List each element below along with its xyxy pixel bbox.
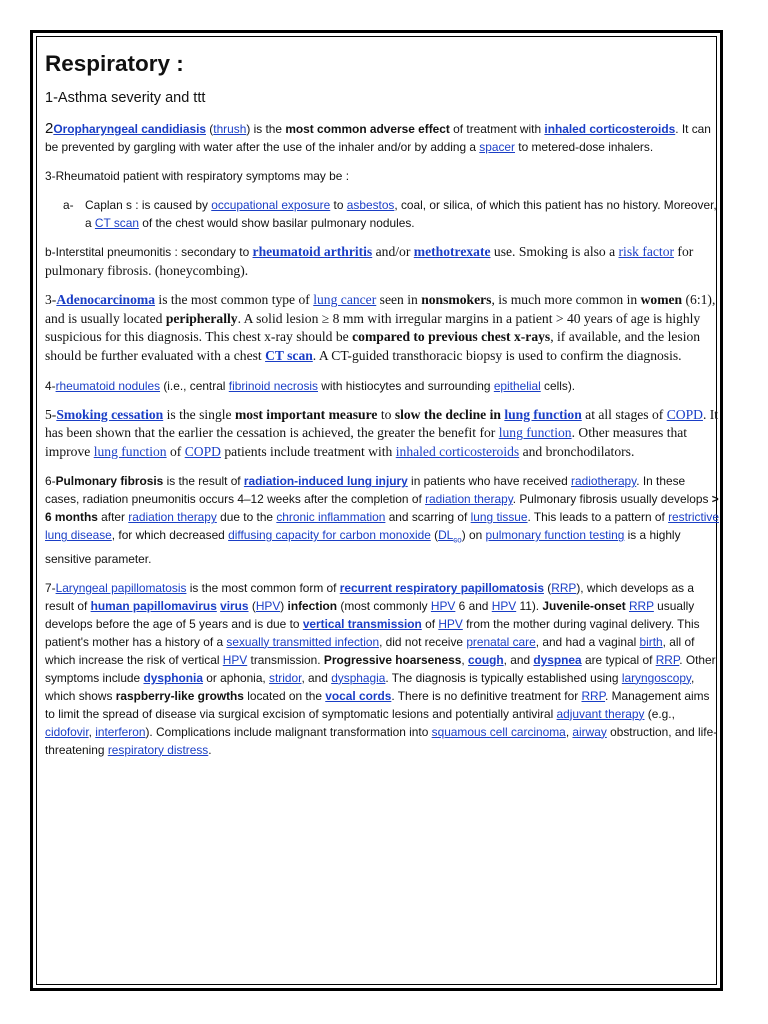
text: (e.g.,: [644, 706, 675, 721]
text: from the mother during vaginal delivery. This patient's mother has a history of a: [45, 616, 700, 649]
link-ct-scan[interactable]: CT scan: [94, 216, 139, 230]
link-adjuvant-therapy[interactable]: adjuvant therapy: [556, 706, 645, 721]
text: (: [206, 122, 214, 136]
link-ct-scan-chest[interactable]: CT scan: [265, 347, 313, 363]
text: after: [97, 510, 129, 525]
text: .: [208, 742, 212, 757]
text: due to the: [216, 510, 277, 525]
text: to: [377, 406, 395, 422]
bold-text: Juvenile-onset: [542, 598, 629, 613]
paragraph-4: [45, 377, 720, 395]
text: at all stages of: [581, 406, 667, 422]
text: DL: [438, 528, 454, 543]
bold-text: infection: [287, 598, 338, 613]
link-rrp[interactable]: RRP: [581, 688, 606, 703]
text: of treatment with: [449, 122, 545, 136]
link-restrictive-lung-disease[interactable]: restrictive lung disease: [45, 510, 719, 543]
link-cidofovir[interactable]: cidofovir: [45, 724, 89, 739]
link-adenocarcinoma[interactable]: Adenocarcinoma: [56, 292, 156, 308]
text: with histiocytes and surrounding: [318, 378, 494, 393]
link-hpv[interactable]: HPV: [255, 598, 281, 613]
text: (: [248, 598, 256, 613]
link-diffusing-capacity[interactable]: diffusing capacity for carbon monoxide: [228, 528, 431, 543]
paragraph-3: 3-Rheumatoid patient with respiratory symptoms may be :: [45, 169, 349, 183]
link-rheumatoid-nodules[interactable]: rheumatoid nodules: [55, 378, 161, 393]
link-spacer[interactable]: spacer: [479, 140, 515, 154]
text: , for which decreased: [111, 528, 229, 543]
text: transmission.: [247, 652, 324, 667]
link-copd[interactable]: COPD: [184, 443, 221, 459]
text: obstruction, and life-threatening: [45, 724, 718, 757]
link-cough[interactable]: cough: [467, 652, 504, 667]
bold-text: raspberry-like growths: [115, 688, 244, 703]
text: of: [166, 443, 185, 459]
text: 11).: [516, 598, 543, 613]
link-stridor[interactable]: stridor: [269, 670, 302, 685]
text: is the result of: [163, 474, 244, 489]
link-chronic-inflammation[interactable]: chronic inflammation: [276, 510, 386, 525]
text: for pulmonary fibrosis. (honeycombing).: [45, 244, 694, 278]
paragraph-6: [45, 472, 720, 567]
link-vocal-cords[interactable]: vocal cords: [325, 688, 392, 703]
link-inhaled-corticosteroids[interactable]: inhaled corticosteroids: [544, 122, 676, 136]
page-title: Respiratory :: [45, 51, 184, 76]
text: . In these cases, radiation pneumonitis occurs 4–12 weeks after the completion of: [45, 474, 686, 507]
text: b-Interstital pneumonitis : secondary to: [45, 245, 253, 259]
paragraph-3b: [45, 243, 720, 280]
text: . A CT-guided transthoracic biopsy is used to confirm the diagnosis.: [312, 347, 682, 363]
link-interferon[interactable]: interferon: [95, 724, 146, 739]
link-laryngeal-papillomatosis[interactable]: Laryngeal papillomatosis: [55, 580, 187, 595]
paragraph-7: [45, 579, 720, 759]
link-risk-factor[interactable]: risk factor: [618, 244, 675, 259]
text: and/or: [372, 244, 414, 259]
text: , all of which increase the risk of vertical: [45, 634, 695, 667]
link-occupational-exposure[interactable]: occupational exposure: [211, 198, 331, 212]
link-radiation-induced-lung-injury[interactable]: radiation-induced lung injury: [243, 474, 408, 489]
text: ), which develops as a result of: [45, 580, 694, 613]
document-body: [45, 50, 720, 770]
link-respiratory-distress[interactable]: respiratory distress: [107, 742, 209, 757]
link-inhaled-corticosteroids[interactable]: inhaled corticosteroids: [395, 443, 520, 459]
bold-text: compared to previous chest x-rays: [352, 329, 551, 345]
text: (6:1), and is usually located: [45, 292, 716, 326]
text: , which shows: [45, 670, 695, 703]
link-lung-function[interactable]: lung function: [498, 425, 572, 441]
item-number: 2: [45, 120, 54, 137]
link-dysphagia[interactable]: dysphagia: [331, 670, 386, 685]
text: ): [280, 598, 288, 613]
text: . It has been shown that the earlier the cessation is achieved, the greater the benefit for: [45, 406, 719, 441]
text: (: [543, 580, 552, 595]
link-lung-function[interactable]: lung function: [93, 443, 167, 459]
text: 6 and: [455, 598, 492, 613]
text: . This leads to a pattern of: [527, 510, 669, 525]
text: . A solid lesion ≥ 8 mm with irregular margins in a patient > 40 years of age is highly suspicious for this diagnosis. This chest x-ray should be: [45, 310, 701, 345]
text: 7-: [45, 580, 56, 595]
text: of: [421, 616, 439, 631]
text: is a highly sensitive parameter.: [45, 528, 681, 566]
text: of the chest would show basilar pulmonary nodules.: [138, 216, 415, 230]
text: usually develops before the age of 5 years and is due to: [45, 598, 695, 631]
text: , is much more common in: [491, 292, 641, 308]
link-thrush[interactable]: thrush: [213, 122, 247, 136]
text: , and: [301, 670, 332, 685]
list-marker: a-: [63, 198, 74, 212]
text: use. Smoking is also a: [490, 244, 619, 259]
text: and scarring of: [385, 510, 471, 525]
text: 4-: [45, 378, 56, 393]
link-copd[interactable]: COPD: [666, 406, 703, 422]
text: (most commonly: [337, 598, 431, 613]
text: or aphonia,: [202, 670, 270, 685]
text: to metered-dose inhalers.: [515, 140, 654, 154]
link-oropharyngeal-candidiasis[interactable]: Oropharyngeal candidiasis: [53, 122, 206, 136]
text: ,: [461, 652, 468, 667]
text: ,: [565, 724, 573, 739]
text: , and had a vaginal: [535, 634, 640, 649]
link-hpv[interactable]: HPV: [222, 652, 248, 667]
text: to: [330, 198, 347, 212]
link-human-papillomavirus[interactable]: human papillomavirus: [90, 598, 217, 613]
text: . Pulmonary fibrosis usually develops: [512, 492, 712, 507]
link-rrp[interactable]: RRP: [655, 652, 680, 667]
text: is the single: [163, 406, 235, 422]
link-hpv[interactable]: HPV: [438, 616, 463, 631]
text: (: [430, 528, 439, 543]
link-radiation-therapy[interactable]: radiation therapy: [128, 510, 217, 525]
text: . The diagnosis is typically established using: [385, 670, 622, 685]
text: is the most common type of: [155, 292, 314, 308]
link-pulmonary-function-testing[interactable]: pulmonary function testing: [485, 528, 625, 543]
text: . There is no definitive treatment for: [391, 688, 582, 703]
link-laryngoscopy[interactable]: laryngoscopy: [621, 670, 691, 685]
link-smoking-cessation[interactable]: Smoking cessation: [56, 406, 164, 422]
subscript: co: [453, 535, 462, 545]
bold-text: Progressive hoarseness: [323, 652, 462, 667]
text: , if available, and the lesion should be further evaluated with a chest: [45, 329, 701, 363]
link-epithelial[interactable]: epithelial: [493, 378, 541, 393]
text: (i.e., central: [160, 378, 229, 393]
paragraph-adenocarcinoma: [45, 291, 720, 365]
paragraph-3a: [45, 196, 720, 232]
link-birth[interactable]: birth: [639, 634, 663, 649]
link-radiotherapy[interactable]: radiotherapy: [571, 474, 637, 489]
text: ,: [88, 724, 96, 739]
link-hpv[interactable]: HPV: [430, 598, 456, 613]
link-asbestos[interactable]: asbestos: [346, 198, 395, 212]
text: ) is the: [246, 122, 286, 136]
link-lung-function[interactable]: lung function: [504, 406, 582, 422]
link-hpv[interactable]: HPV: [491, 598, 517, 613]
link-radiation-therapy[interactable]: radiation therapy: [425, 492, 513, 507]
bold-text: nonsmokers: [421, 292, 492, 308]
link-vertical-transmission[interactable]: vertical transmission: [302, 616, 422, 631]
text: 6-: [45, 474, 56, 489]
link-dysphonia[interactable]: dysphonia: [143, 670, 203, 685]
bold-text: women: [640, 292, 683, 308]
link-fibrinoid-necrosis[interactable]: fibrinoid necrosis: [228, 378, 318, 393]
text: . Other measures that improve: [45, 425, 688, 459]
link-virus[interactable]: virus: [220, 598, 249, 613]
link-dyspnea[interactable]: dyspnea: [533, 652, 582, 667]
text: , and: [503, 652, 534, 667]
link-rrp[interactable]: RRP: [628, 598, 654, 613]
link-dlco[interactable]: [438, 528, 462, 545]
paragraph-2: [45, 120, 720, 156]
text: , coal, or silica, of which this patient has no history. Moreover, a: [85, 198, 717, 230]
text: 3-: [45, 292, 57, 308]
bold-text: Pulmonary fibrosis: [55, 474, 164, 489]
text: and bronchodilators.: [519, 443, 635, 459]
link-squamous-cell-carcinoma[interactable]: squamous cell carcinoma: [431, 724, 566, 739]
text: is the most common form of: [186, 580, 340, 595]
text: in patients who have received: [407, 474, 572, 489]
link-rheumatoid-arthritis[interactable]: rheumatoid arthritis: [252, 244, 373, 259]
text: cells).: [540, 378, 576, 393]
text: located on the: [243, 688, 326, 703]
bold-text: peripherally: [165, 310, 238, 326]
link-lung-tissue[interactable]: lung tissue: [470, 510, 528, 525]
text: . Management aims to limit the spread of disease via surgical excision of symptomatic lesions and potentially antiviral: [45, 688, 710, 721]
text: . Other symptoms include: [45, 652, 716, 685]
text: ). Complications include malignant transformation into: [145, 724, 432, 739]
link-recurrent-respiratory-papillomatosis[interactable]: recurrent respiratory papillomatosis: [339, 580, 544, 595]
link-methotrexate[interactable]: methotrexate: [413, 244, 491, 259]
section-asthma: 1-Asthma severity and ttt: [45, 90, 206, 106]
link-airway[interactable]: airway: [572, 724, 607, 739]
bold-text: most important measure: [234, 406, 378, 422]
link-prenatal-care[interactable]: prenatal care: [466, 634, 536, 649]
text: 5-: [45, 406, 57, 422]
text: Caplan s : is caused by: [85, 198, 212, 212]
link-sexually-transmitted-infection[interactable]: sexually transmitted infection: [226, 634, 380, 649]
text: , did not receive: [379, 634, 467, 649]
bold-text: > 6 months: [45, 492, 719, 525]
bold-text: slow the decline in: [394, 406, 505, 422]
text: patients include treatment with: [220, 443, 396, 459]
link-lung-cancer[interactable]: lung cancer: [313, 292, 377, 308]
bold-text: most common adverse effect: [285, 122, 450, 136]
text: . It can be prevented by gargling with water after the use of the inhaler and/or by adding a: [45, 122, 711, 154]
paragraph-5: [45, 406, 720, 462]
text: are typical of: [581, 652, 656, 667]
link-rrp[interactable]: RRP: [551, 580, 577, 595]
text: seen in: [376, 292, 422, 308]
text: ) on: [461, 528, 486, 543]
